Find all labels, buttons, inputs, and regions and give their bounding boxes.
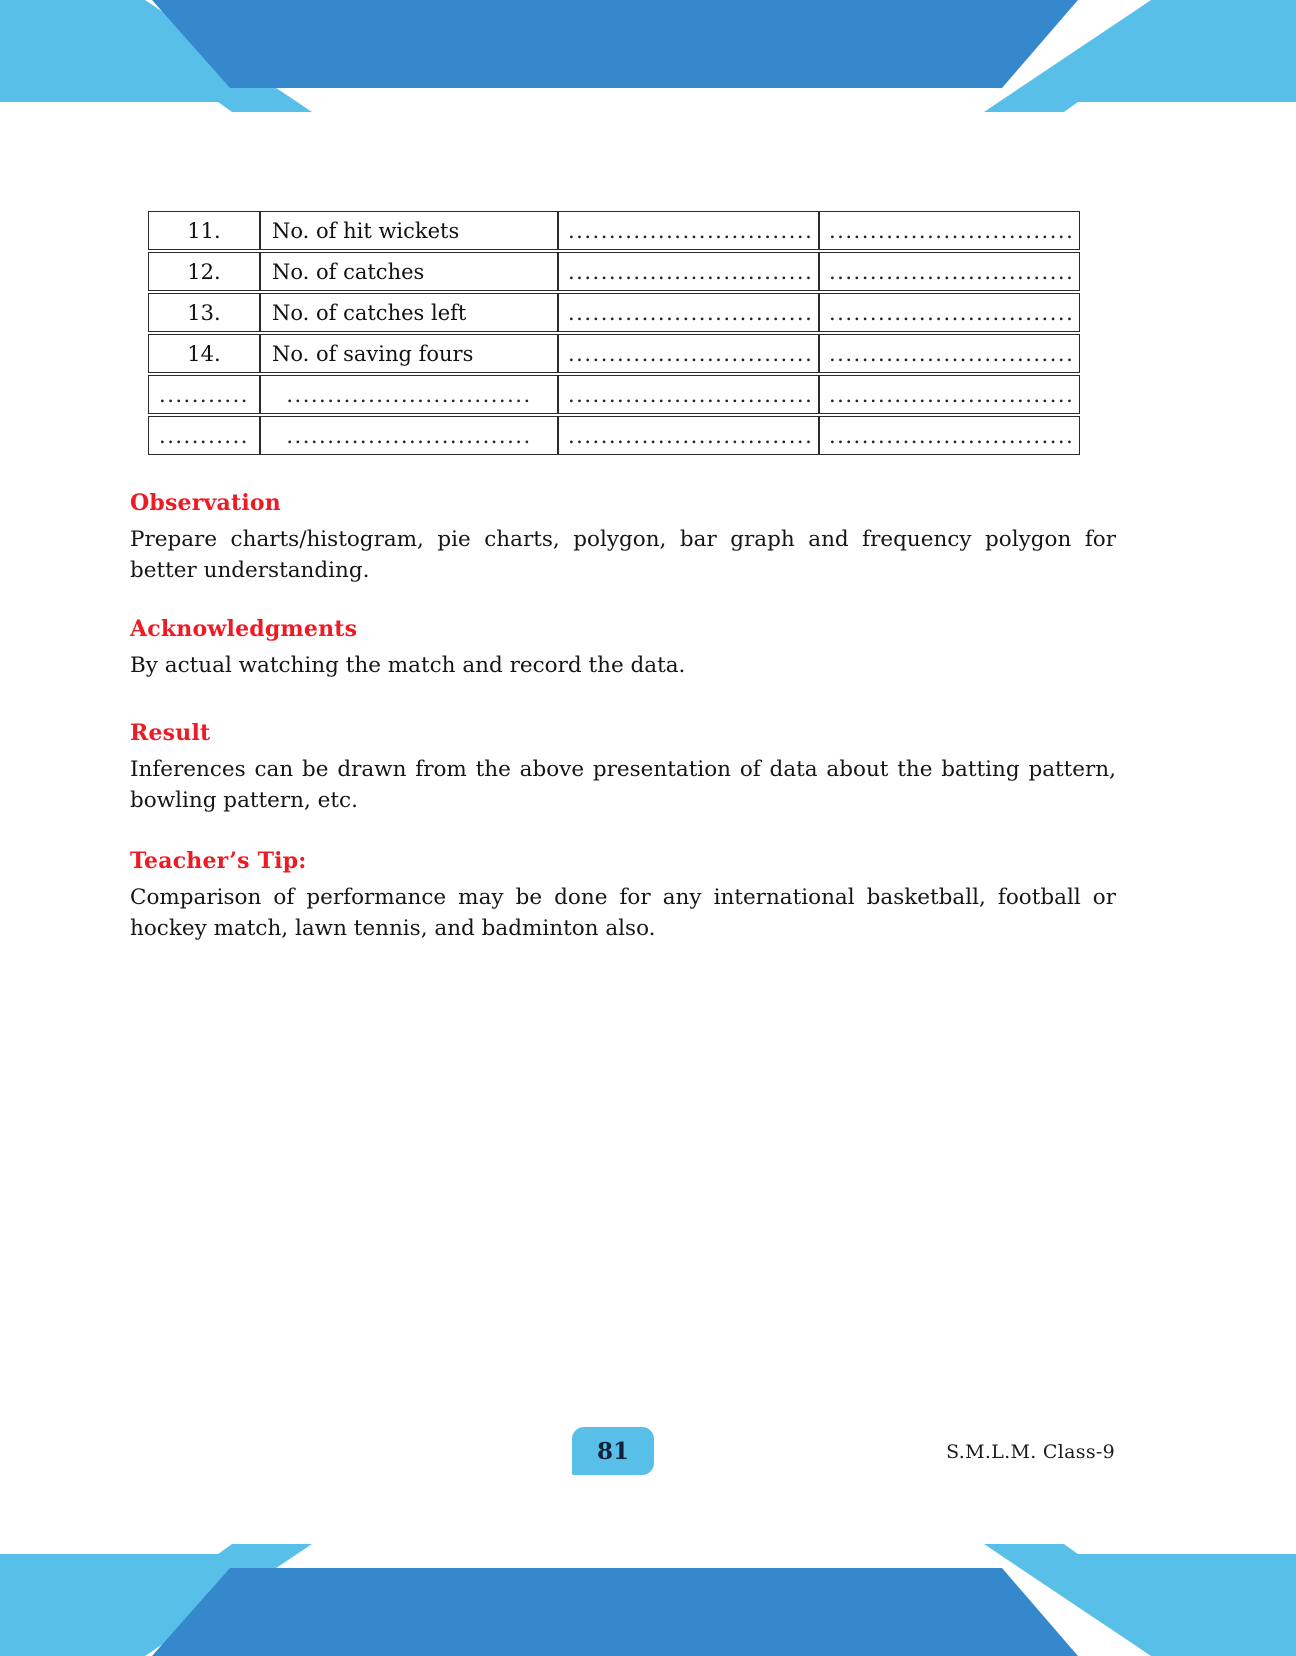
footer-book-label: S.M.L.M. Class-9	[946, 1441, 1115, 1463]
teachers-tip-body: Comparison of performance may be done for any international basketball, football or hockey match, lawn tennis, and badminton also.	[130, 885, 1116, 941]
table-row	[148, 334, 1080, 373]
table-row	[148, 375, 1080, 414]
row-serial: 12.	[148, 252, 260, 291]
row-fill-1: ..............................	[558, 334, 819, 373]
row-item: No. of saving fours	[260, 334, 558, 373]
row-fill-1: ..............................	[558, 293, 819, 332]
row-item: ..............................	[260, 375, 558, 414]
section-acknowledgments	[130, 616, 1116, 682]
row-serial: ...........	[148, 416, 260, 455]
header-decoration	[0, 0, 1296, 112]
page-number-badge	[572, 1427, 654, 1475]
row-fill-1: ..............................	[558, 252, 819, 291]
score-record-table	[148, 209, 1080, 457]
section-observation	[130, 490, 1116, 586]
row-fill-2: ..............................	[819, 375, 1080, 414]
row-item: No. of catches left	[260, 293, 558, 332]
table-row	[148, 211, 1080, 250]
row-fill-2: ..............................	[819, 293, 1080, 332]
result-heading: Result	[130, 720, 211, 746]
row-serial: 13.	[148, 293, 260, 332]
row-fill-1: ..............................	[558, 375, 819, 414]
result-body: Inferences can be drawn from the above presentation of data about the batting pattern, bowling pattern, etc.	[130, 757, 1116, 813]
section-result	[130, 720, 1116, 816]
section-teachers-tip	[130, 848, 1116, 944]
observation-heading: Observation	[130, 490, 281, 516]
table-row	[148, 293, 1080, 332]
acknowledgments-body: By actual watching the match and record the data.	[130, 653, 686, 678]
table-row	[148, 252, 1080, 291]
table-row	[148, 416, 1080, 455]
row-item: ..............................	[260, 416, 558, 455]
acknowledgments-heading: Acknowledgments	[130, 616, 358, 642]
row-fill-2: ..............................	[819, 211, 1080, 250]
row-fill-1: ..............................	[558, 211, 819, 250]
observation-body: Prepare charts/histogram, pie charts, polygon, bar graph and frequency polygon for better understanding.	[130, 527, 1116, 583]
row-fill-2: ..............................	[819, 416, 1080, 455]
footer-decoration	[0, 1544, 1296, 1656]
row-fill-2: ..............................	[819, 252, 1080, 291]
row-item: No. of hit wickets	[260, 211, 558, 250]
row-serial: ...........	[148, 375, 260, 414]
row-serial: 14.	[148, 334, 260, 373]
row-fill-2: ..............................	[819, 334, 1080, 373]
row-item: No. of catches	[260, 252, 558, 291]
row-serial: 11.	[148, 211, 260, 250]
row-fill-1: ..............................	[558, 416, 819, 455]
page-number: 81	[596, 1437, 629, 1465]
teachers-tip-heading: Teacher’s Tip:	[130, 848, 307, 874]
